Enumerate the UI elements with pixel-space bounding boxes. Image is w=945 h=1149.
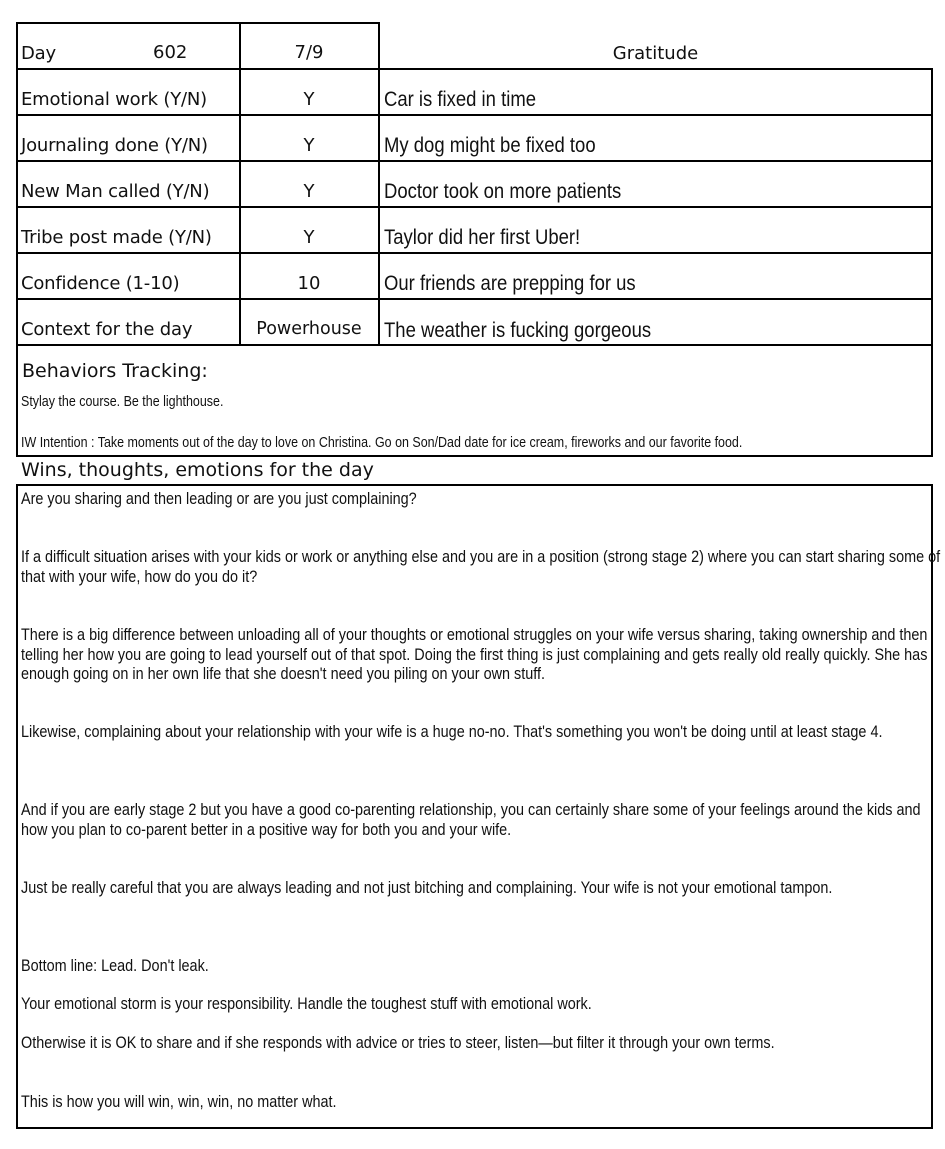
row-value: Y <box>303 89 315 110</box>
row-label: Confidence (1-10) <box>21 273 180 294</box>
gratitude-header: Gratitude <box>612 43 699 64</box>
date-value: 7/9 <box>294 42 324 63</box>
wins-paragraph: Are you sharing and then leading or are you just complaining? <box>21 490 417 508</box>
row-label: Tribe post made (Y/N) <box>21 227 212 248</box>
row-label: Context for the day <box>21 319 193 340</box>
day-number: 602 <box>153 42 188 63</box>
day-label: Day <box>21 43 56 64</box>
behaviors-title: Behaviors Tracking: <box>22 360 208 382</box>
row-divider <box>16 68 933 70</box>
row-divider <box>16 114 933 116</box>
behaviors-line: Stylay the course. Be the lighthouse. <box>21 394 224 410</box>
table-border <box>16 22 18 457</box>
row-value: 10 <box>297 273 321 294</box>
iw-intention: IW Intention : Take moments out of the day to love on Christina. Go on Son/Dad date for ice cream, fireworks and our favorite food. <box>21 435 743 451</box>
row-value: Y <box>303 227 315 248</box>
wins-title: Wins, thoughts, emotions for the day <box>21 459 374 481</box>
wins-paragraph: Your emotional storm is your responsibility. Handle the toughest stuff with emotional work. <box>21 995 592 1013</box>
row-label: Emotional work (Y/N) <box>21 89 208 110</box>
row-value: Powerhouse <box>256 319 362 339</box>
table-border <box>16 455 933 457</box>
table-border <box>16 22 379 24</box>
wins-paragraph: This is how you will win, win, win, no matter what. <box>21 1093 337 1111</box>
wins-paragraph: If a difficult situation arises with your kids or work or anything else and you are in a position (strong stage 2) where you can start sharing some of that with your wife, how do you do it? <box>21 548 941 586</box>
row-divider <box>16 252 933 254</box>
row-label: New Man called (Y/N) <box>21 181 210 202</box>
row-value: Y <box>303 181 315 202</box>
gratitude-item: My dog might be fixed too <box>384 134 596 157</box>
row-divider <box>16 298 933 300</box>
gratitude-item: Doctor took on more patients <box>384 180 622 203</box>
gratitude-item: The weather is fucking gorgeous <box>384 319 652 342</box>
wins-paragraph: There is a big difference between unloading all of your thoughts or emotional struggles on your wife versus sharing, taking ownership and then telling her how you are going to lead yourself out of that spot. Doing the first thing is just complaining and gets really old really quickly. She has enough going on in her own life that she doesn't need you piling on your own stuff. <box>21 626 928 683</box>
wins-paragraph: Otherwise it is OK to share and if she responds with advice or tries to steer, listen—but filter it through your own terms. <box>21 1034 775 1052</box>
wins-paragraph: Bottom line: Lead. Don't leak. <box>21 957 209 975</box>
row-value: Y <box>303 135 315 156</box>
row-divider <box>16 206 933 208</box>
wins-paragraph: Likewise, complaining about your relationship with your wife is a huge no-no. That's something you won't be doing until at least stage 4. <box>21 723 883 741</box>
gratitude-item: Taylor did her first Uber! <box>384 226 581 249</box>
gratitude-item: Our friends are prepping for us <box>384 272 636 295</box>
table-border <box>931 68 933 457</box>
wins-paragraph: And if you are early stage 2 but you have a good co-parenting relationship, you can certainly share some of your feelings around the kids and how you plan to co-parent better in a positive way for both you and your wife. <box>21 801 921 839</box>
gratitude-item: Car is fixed in time <box>384 88 536 111</box>
wins-paragraph: Just be really careful that you are always leading and not just bitching and complaining. Your wife is not your emotional tampon. <box>21 879 833 897</box>
row-divider <box>16 344 933 346</box>
row-label: Journaling done (Y/N) <box>21 135 208 156</box>
row-divider <box>16 160 933 162</box>
